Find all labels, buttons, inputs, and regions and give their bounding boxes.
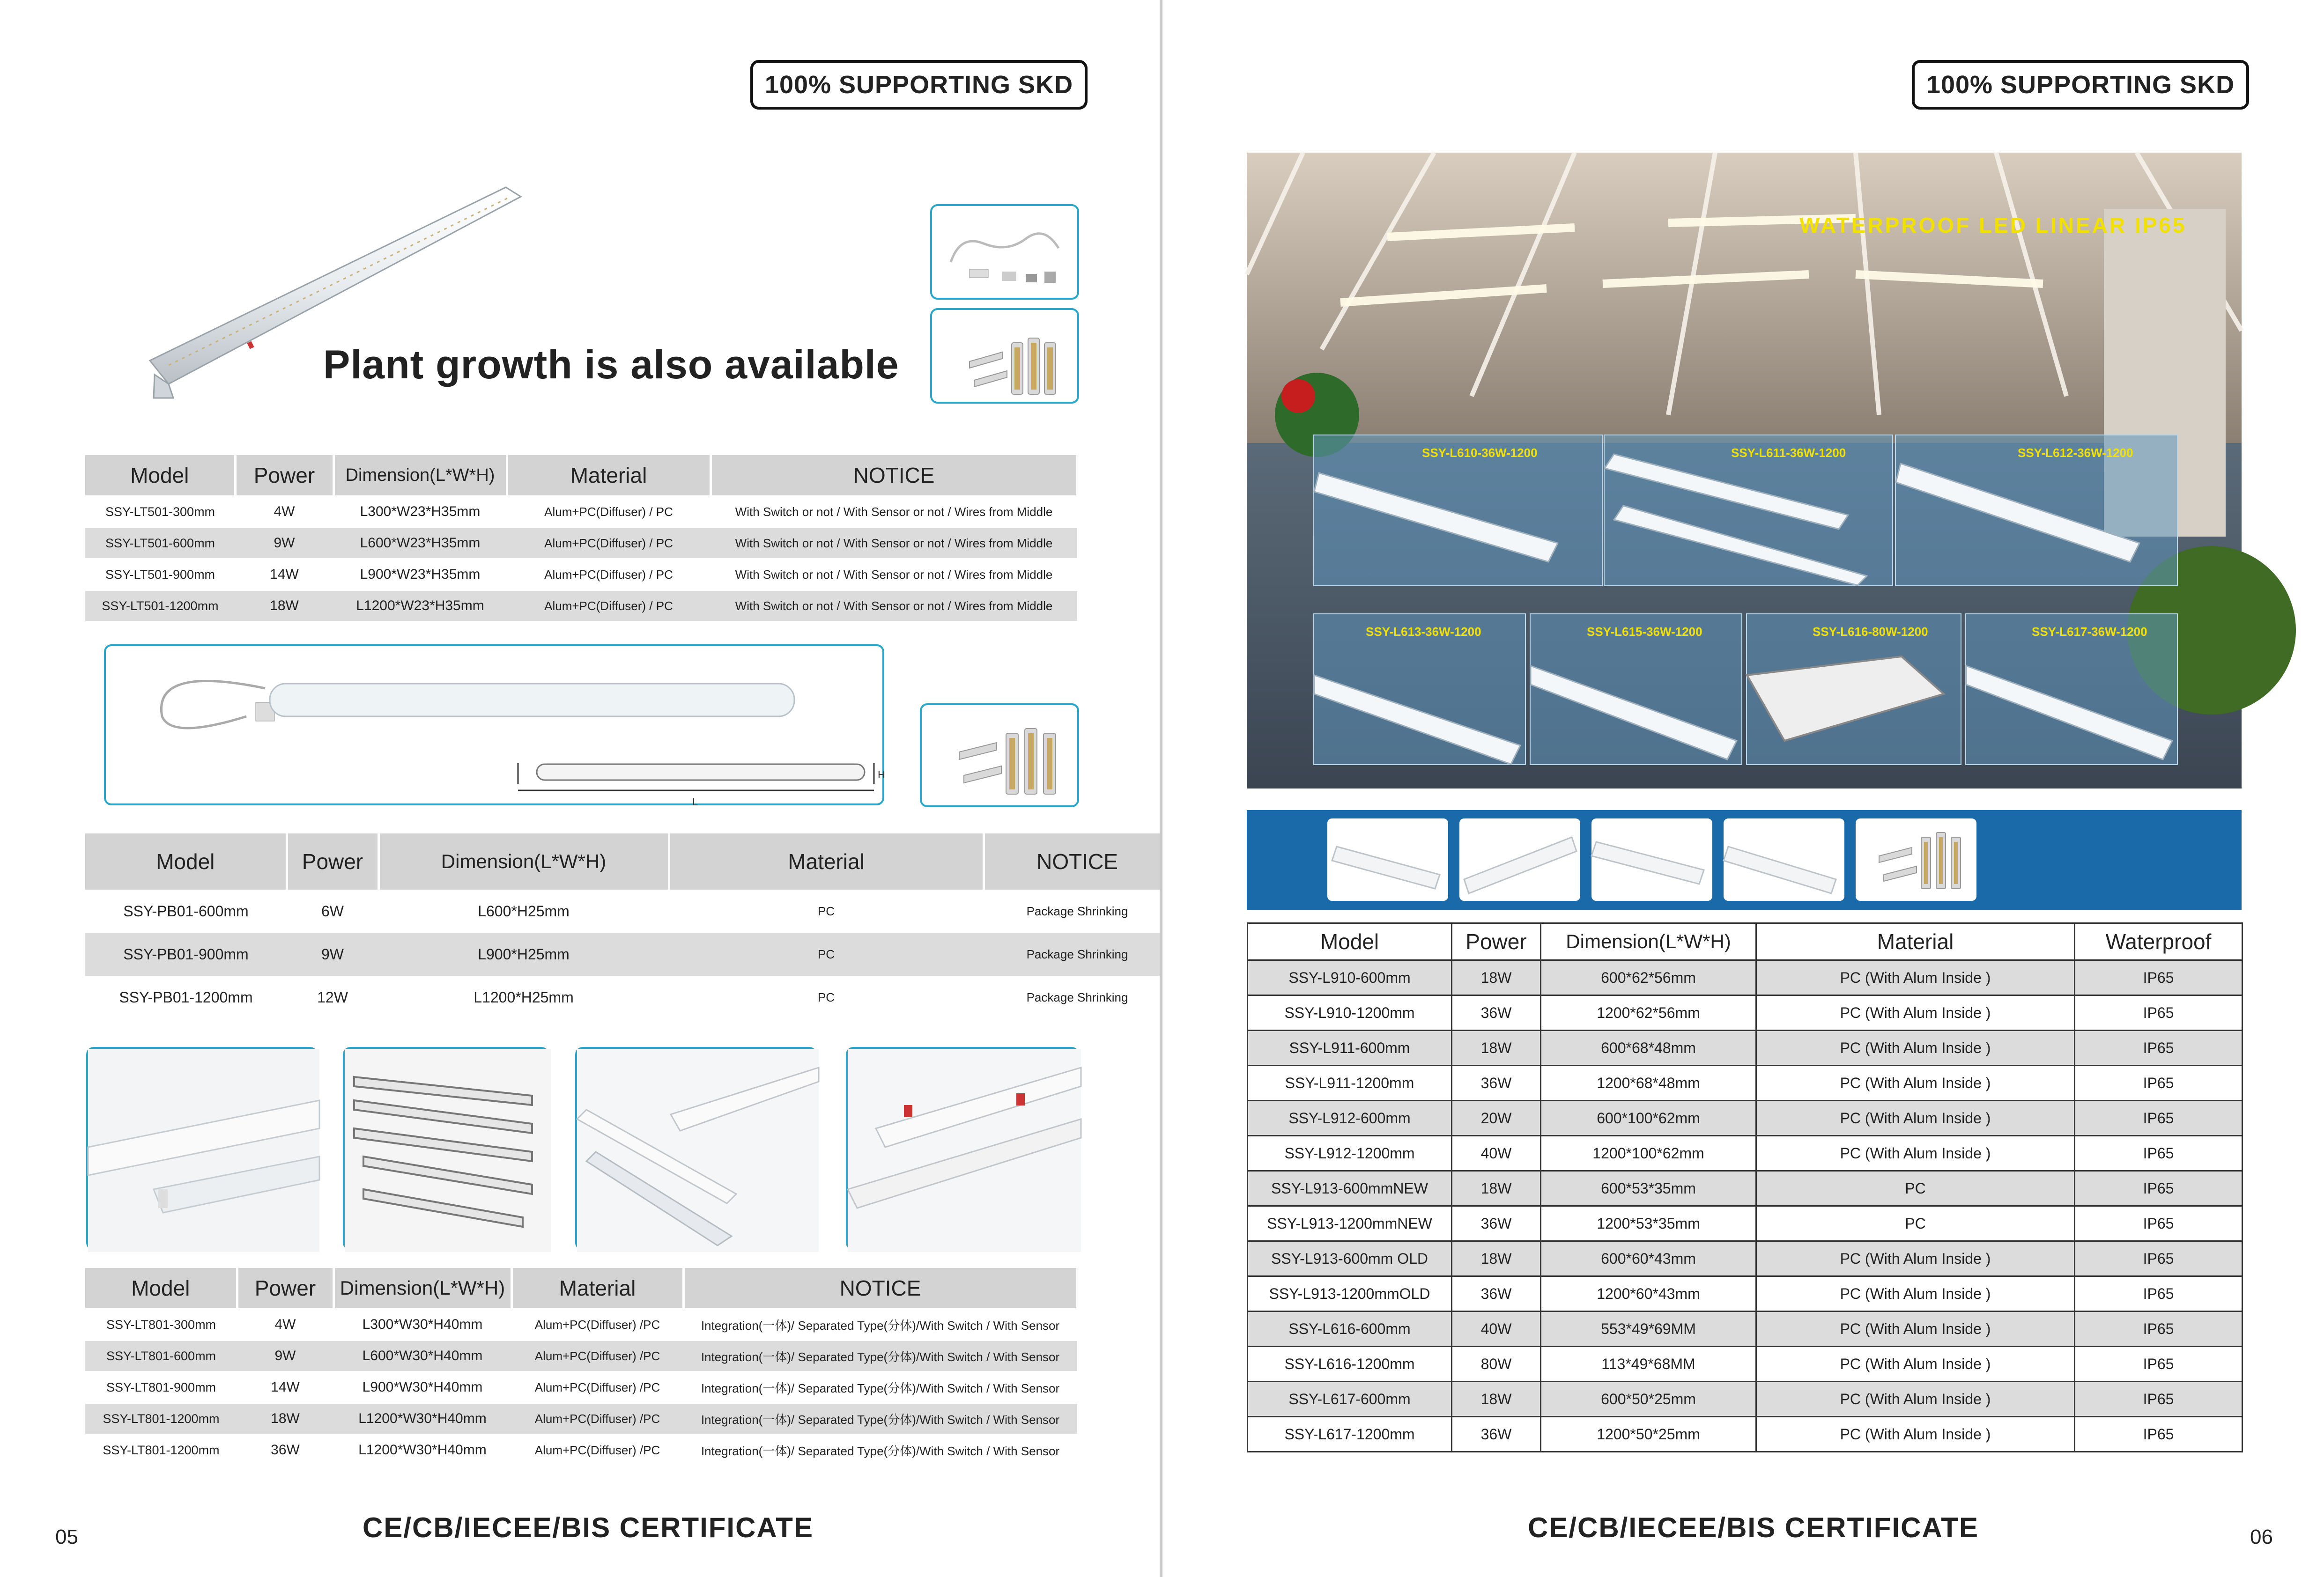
cell-material: PC (With Alum Inside ) — [1756, 995, 2075, 1031]
cell-model: SSY-PB01-1200mm — [119, 988, 253, 1006]
cell-dimension: 600*60*43mm — [1541, 1241, 1756, 1276]
cell-dimension: 113*49*68MM — [1541, 1347, 1756, 1382]
table-row — [1248, 1312, 2243, 1347]
table-header-row — [1248, 923, 2243, 960]
lt801-photo-3 — [575, 1047, 817, 1250]
cell-model: SSY-L913-1200mmNEW — [1248, 1206, 1452, 1241]
table-row — [85, 1435, 1077, 1466]
thumbnail-tube-4 — [1724, 818, 1844, 901]
cell-dimension: 1200*60*43mm — [1541, 1276, 1756, 1312]
supporting-skd-badge: 100% SUPPORTING SKD — [750, 60, 1088, 110]
cell-dimension: L1200*W23*H35mm — [333, 590, 507, 621]
cell-power: 9W — [237, 1341, 333, 1372]
cell-material: PC (With Alum Inside ) — [1756, 1312, 2075, 1347]
product-label: SSY-L612-36W-1200 — [2018, 446, 2133, 460]
table-header-row — [85, 455, 1077, 496]
table-row — [1248, 1241, 2243, 1276]
cell-power: 36W — [1452, 1066, 1541, 1101]
cell-material: Alum+PC(Diffuser) /PC — [511, 1341, 683, 1372]
cell-material: PC (With Alum Inside ) — [1756, 1347, 2075, 1382]
cell-power: 36W — [1452, 1276, 1541, 1312]
cell-power: 20W — [1452, 1101, 1541, 1136]
cell-model: SSY-L617-600mm — [1248, 1382, 1452, 1417]
table-header-row — [85, 833, 1171, 890]
column-header: Model — [85, 455, 235, 496]
cell-dimension: 1200*50*25mm — [1541, 1417, 1756, 1452]
cell-waterproof: IP65 — [2075, 1206, 2243, 1241]
product-tile-l616 — [1746, 613, 1961, 765]
headline: Plant growth is also available — [323, 342, 899, 387]
cell-material: PC (With Alum Inside ) — [1756, 1101, 2075, 1136]
cell-model: SSY-LT501-1200mm — [85, 590, 235, 621]
cell-model: SSY-L910-1200mm — [1248, 995, 1452, 1031]
page-number: 05 — [55, 1525, 78, 1548]
table-row — [85, 890, 1171, 933]
cell-model: SSY-LT501-600mm — [85, 528, 235, 559]
product-tile-l610 — [1313, 435, 1603, 586]
cell-notice: Integration(一体)/ Separated Type(分体)/With Switch / With Sensor — [683, 1372, 1077, 1403]
thumbnail-accessories — [1856, 818, 1976, 901]
column-header: Power — [235, 455, 333, 496]
cell-dimension: L1200*H25mm — [474, 988, 574, 1006]
cell-waterproof: IP65 — [2075, 960, 2243, 995]
cell-material: PC — [1756, 1206, 2075, 1241]
table-row — [85, 590, 1077, 621]
product-tile-l613 — [1313, 613, 1526, 765]
cell-dimension: 600*62*56mm — [1541, 960, 1756, 995]
waterproof-spec-table — [1247, 922, 2243, 1452]
cell-notice: Package Shrinking — [984, 933, 1171, 976]
column-header: Model — [1248, 923, 1452, 960]
cell-notice: Integration(一体)/ Separated Type(分体)/With Switch / With Sensor — [683, 1309, 1077, 1341]
cell-model: SSY-LT801-300mm — [85, 1309, 237, 1341]
cell-dimension: L900*W30*H40mm — [333, 1372, 511, 1403]
cell-dimension: 1200*62*56mm — [1541, 995, 1756, 1031]
cell-material: Alum+PC(Diffuser) / PC — [507, 559, 711, 590]
product-tile-l615 — [1530, 613, 1742, 765]
cell-model: SSY-LT501-900mm — [85, 559, 235, 590]
cell-dimension: L600*H25mm — [478, 902, 570, 920]
cell-model: SSY-LT801-1200mm — [85, 1435, 237, 1466]
dimension-label-h: H — [878, 769, 885, 781]
pb01-product-image — [104, 644, 885, 808]
table-row — [1248, 1382, 2243, 1417]
table-row — [85, 976, 1171, 1019]
cell-model: SSY-L617-1200mm — [1248, 1417, 1452, 1452]
column-header: Material — [1756, 923, 2075, 960]
accessory-cable-thumbnail — [930, 204, 1079, 300]
cell-model: SSY-L616-1200mm — [1248, 1347, 1452, 1382]
cell-material: PC (With Alum Inside ) — [1756, 960, 2075, 995]
cell-dimension: L900*H25mm — [378, 933, 669, 976]
product-label: SSY-L613-36W-1200 — [1366, 625, 1481, 639]
cell-material: Alum+PC(Diffuser) /PC — [511, 1435, 683, 1466]
table-row — [85, 1341, 1077, 1372]
page-number: 06 — [2250, 1525, 2273, 1548]
cell-material: Alum+PC(Diffuser) /PC — [511, 1372, 683, 1403]
cell-model: SSY-LT801-600mm — [85, 1341, 237, 1372]
cell-power: 18W — [1452, 1241, 1541, 1276]
column-header: Model — [85, 1268, 237, 1309]
cell-dimension: L1200*W30*H40mm — [333, 1435, 511, 1466]
cell-material: PC (With Alum Inside ) — [1756, 1417, 2075, 1452]
cell-material: PC — [817, 990, 835, 1004]
lt801-spec-table — [85, 1268, 1079, 1465]
column-header: Dimension(L*W*H) — [378, 833, 669, 890]
cell-dimension: 1200*53*35mm — [1541, 1206, 1756, 1241]
cell-notice: With Switch or not / With Sensor or not / Wires from Middle — [711, 559, 1077, 590]
table-row — [85, 559, 1077, 590]
column-header: Material — [669, 833, 984, 890]
cell-notice: Package Shrinking — [1026, 990, 1128, 1004]
cell-dimension: 600*68*48mm — [1541, 1031, 1756, 1066]
cell-dimension: 1200*100*62mm — [1541, 1136, 1756, 1171]
thumbnail-tube-1 — [1327, 818, 1448, 901]
table-row — [1248, 1101, 2243, 1136]
cell-waterproof: IP65 — [2075, 1312, 2243, 1347]
table-row — [1248, 1347, 2243, 1382]
cell-model: SSY-L913-1200mmOLD — [1248, 1276, 1452, 1312]
table-row — [1248, 995, 2243, 1031]
cell-notice: With Switch or not / With Sensor or not / Wires from Middle — [711, 496, 1077, 528]
cell-power: 14W — [235, 559, 333, 590]
dimension-label-l: L — [692, 796, 698, 808]
column-header: Dimension(L*W*H) — [1541, 923, 1756, 960]
cell-power: 6W — [321, 902, 344, 920]
cell-dimension: 600*50*25mm — [1541, 1382, 1756, 1417]
table-row — [1248, 1031, 2243, 1066]
cell-power: 12W — [317, 988, 348, 1006]
column-header: Model — [85, 833, 287, 890]
cell-model: SSY-L911-1200mm — [1248, 1066, 1452, 1101]
cell-waterproof: IP65 — [2075, 995, 2243, 1031]
cell-model: SSY-LT501-300mm — [85, 496, 235, 528]
product-label: SSY-L617-36W-1200 — [2032, 625, 2147, 639]
cell-power: 18W — [1452, 1382, 1541, 1417]
cell-waterproof: IP65 — [2075, 1276, 2243, 1312]
table-row — [85, 933, 1171, 976]
lt801-photo-4 — [846, 1047, 1079, 1250]
table-row — [1248, 1417, 2243, 1452]
cell-notice: Integration(一体)/ Separated Type(分体)/With Switch / With Sensor — [683, 1403, 1077, 1435]
cell-waterproof: IP65 — [2075, 1136, 2243, 1171]
cell-waterproof: IP65 — [2075, 1101, 2243, 1136]
cell-dimension: 1200*68*48mm — [1541, 1066, 1756, 1101]
cell-material: PC — [669, 933, 984, 976]
thumbnail-tube-2 — [1459, 818, 1580, 901]
cell-model: SSY-LT801-1200mm — [85, 1403, 237, 1435]
cell-dimension: L300*W23*H35mm — [333, 496, 507, 528]
cell-material: PC (With Alum Inside ) — [1756, 1136, 2075, 1171]
column-header: Material — [511, 1268, 683, 1309]
cell-model: SSY-PB01-600mm — [123, 902, 249, 920]
cell-waterproof: IP65 — [2075, 1031, 2243, 1066]
cell-dimension: 553*49*69MM — [1541, 1312, 1756, 1347]
product-tile-l612 — [1895, 435, 2178, 586]
cell-power: 18W — [1452, 960, 1541, 995]
cell-dimension: L600*W23*H35mm — [333, 528, 507, 559]
cell-power: 36W — [1452, 1206, 1541, 1241]
cell-power: 40W — [1452, 1136, 1541, 1171]
cell-waterproof: IP65 — [2075, 1417, 2243, 1452]
cell-model: SSY-L910-600mm — [1248, 960, 1452, 995]
cell-power: 14W — [237, 1372, 333, 1403]
column-header: Power — [287, 833, 378, 890]
cell-notice: With Switch or not / With Sensor or not / Wires from Middle — [711, 528, 1077, 559]
cell-material: Alum+PC(Diffuser) / PC — [507, 496, 711, 528]
cell-dimension: L300*W30*H40mm — [333, 1309, 511, 1341]
cell-power: 18W — [237, 1403, 333, 1435]
product-tile-l611 — [1604, 435, 1893, 586]
certificate-footer: CE/CB/IECEE/BIS CERTIFICATE — [363, 1512, 814, 1543]
table-row — [1248, 1276, 2243, 1312]
cell-model: SSY-L912-1200mm — [1248, 1136, 1452, 1171]
column-header: NOTICE — [984, 833, 1171, 890]
cell-model: SSY-LT801-900mm — [85, 1372, 237, 1403]
cell-power: 80W — [1452, 1347, 1541, 1382]
cell-model: SSY-L913-600mm OLD — [1248, 1241, 1452, 1276]
certificate-footer: CE/CB/IECEE/BIS CERTIFICATE — [1528, 1512, 1979, 1543]
cell-power: 18W — [235, 590, 333, 621]
table-row — [1248, 960, 2243, 995]
pb01-accessory-thumbnail — [920, 703, 1079, 807]
cell-waterproof: IP65 — [2075, 1382, 2243, 1417]
table-row — [1248, 1171, 2243, 1206]
column-header: Dimension(L*W*H) — [333, 1268, 511, 1309]
cell-material: PC (With Alum Inside ) — [1756, 1241, 2075, 1276]
cell-power: 9W — [235, 528, 333, 559]
cell-material: PC (With Alum Inside ) — [1756, 1382, 2075, 1417]
product-label: SSY-L611-36W-1200 — [1731, 446, 1846, 460]
cell-waterproof: IP65 — [2075, 1347, 2243, 1382]
cell-model: SSY-L913-600mmNEW — [1248, 1171, 1452, 1206]
cell-model: SSY-L911-600mm — [1248, 1031, 1452, 1066]
thumbnail-tube-3 — [1591, 818, 1712, 901]
supporting-skd-badge: 100% SUPPORTING SKD — [1912, 60, 2249, 110]
table-row — [85, 1372, 1077, 1403]
product-label: SSY-L616-80W-1200 — [1813, 625, 1928, 639]
cell-power: 4W — [235, 496, 333, 528]
cell-material: PC (With Alum Inside ) — [1756, 1276, 2075, 1312]
cell-power: 18W — [1452, 1171, 1541, 1206]
cell-dimension: 600*53*35mm — [1541, 1171, 1756, 1206]
cell-notice: With Switch or not / With Sensor or not / Wires from Middle — [711, 590, 1077, 621]
table-row — [1248, 1206, 2243, 1241]
column-header: Power — [237, 1268, 333, 1309]
column-header: Dimension(L*W*H) — [333, 455, 507, 496]
right-page — [1162, 0, 2324, 1577]
product-tile-l617 — [1965, 613, 2178, 765]
accessory-screws-thumbnail — [930, 308, 1079, 404]
column-header: NOTICE — [683, 1268, 1077, 1309]
cell-model: SSY-PB01-900mm — [85, 933, 287, 976]
cell-material: PC (With Alum Inside ) — [1756, 1031, 2075, 1066]
cell-material: PC — [1756, 1171, 2075, 1206]
cell-material: Alum+PC(Diffuser) /PC — [511, 1309, 683, 1341]
table-row — [85, 528, 1077, 559]
cell-power: 4W — [237, 1309, 333, 1341]
waterproof-banner-image — [1247, 153, 2242, 788]
pb01-spec-table — [85, 833, 1172, 1019]
cell-material: PC — [817, 904, 835, 918]
table-header-row — [85, 1268, 1077, 1309]
cell-power: 40W — [1452, 1312, 1541, 1347]
cell-dimension: L1200*W30*H40mm — [333, 1403, 511, 1435]
cell-dimension: 600*100*62mm — [1541, 1101, 1756, 1136]
lt501-spec-table — [85, 455, 1079, 621]
column-header: Waterproof — [2075, 923, 2243, 960]
cell-waterproof: IP65 — [2075, 1171, 2243, 1206]
product-label: SSY-L610-36W-1200 — [1422, 446, 1538, 460]
table-row — [85, 1403, 1077, 1435]
cell-power: 36W — [1452, 995, 1541, 1031]
cell-notice: Integration(一体)/ Separated Type(分体)/With Switch / With Sensor — [683, 1435, 1077, 1466]
cell-power: 9W — [287, 933, 378, 976]
cell-material: Alum+PC(Diffuser) / PC — [507, 590, 711, 621]
table-row — [1248, 1066, 2243, 1101]
cell-material: Alum+PC(Diffuser) / PC — [507, 528, 711, 559]
cell-waterproof: IP65 — [2075, 1241, 2243, 1276]
cell-waterproof: IP65 — [2075, 1066, 2243, 1101]
cell-material: PC (With Alum Inside ) — [1756, 1066, 2075, 1101]
cell-notice: Integration(一体)/ Separated Type(分体)/With Switch / With Sensor — [683, 1341, 1077, 1372]
cell-power: 36W — [1452, 1417, 1541, 1452]
cell-material: Alum+PC(Diffuser) /PC — [511, 1403, 683, 1435]
product-label: SSY-L615-36W-1200 — [1587, 625, 1702, 639]
cell-dimension: L900*W23*H35mm — [333, 559, 507, 590]
thumbnail-strip — [1247, 810, 2242, 910]
column-header: Material — [507, 455, 711, 496]
lt801-photo-1 — [86, 1047, 318, 1250]
table-row — [85, 496, 1077, 528]
cell-power: 18W — [1452, 1031, 1541, 1066]
cell-model: SSY-L912-600mm — [1248, 1101, 1452, 1136]
column-header: NOTICE — [711, 455, 1077, 496]
table-row — [1248, 1136, 2243, 1171]
lt801-photo-2 — [343, 1047, 549, 1250]
cell-dimension: L600*W30*H40mm — [333, 1341, 511, 1372]
banner-title: WATERPROOF LED LINEAR IP65 — [1799, 213, 2187, 237]
table-row — [85, 1309, 1077, 1341]
cell-power: 36W — [237, 1435, 333, 1466]
column-header: Power — [1452, 923, 1541, 960]
cell-model: SSY-L616-600mm — [1248, 1312, 1452, 1347]
cell-notice: Package Shrinking — [1026, 904, 1128, 918]
